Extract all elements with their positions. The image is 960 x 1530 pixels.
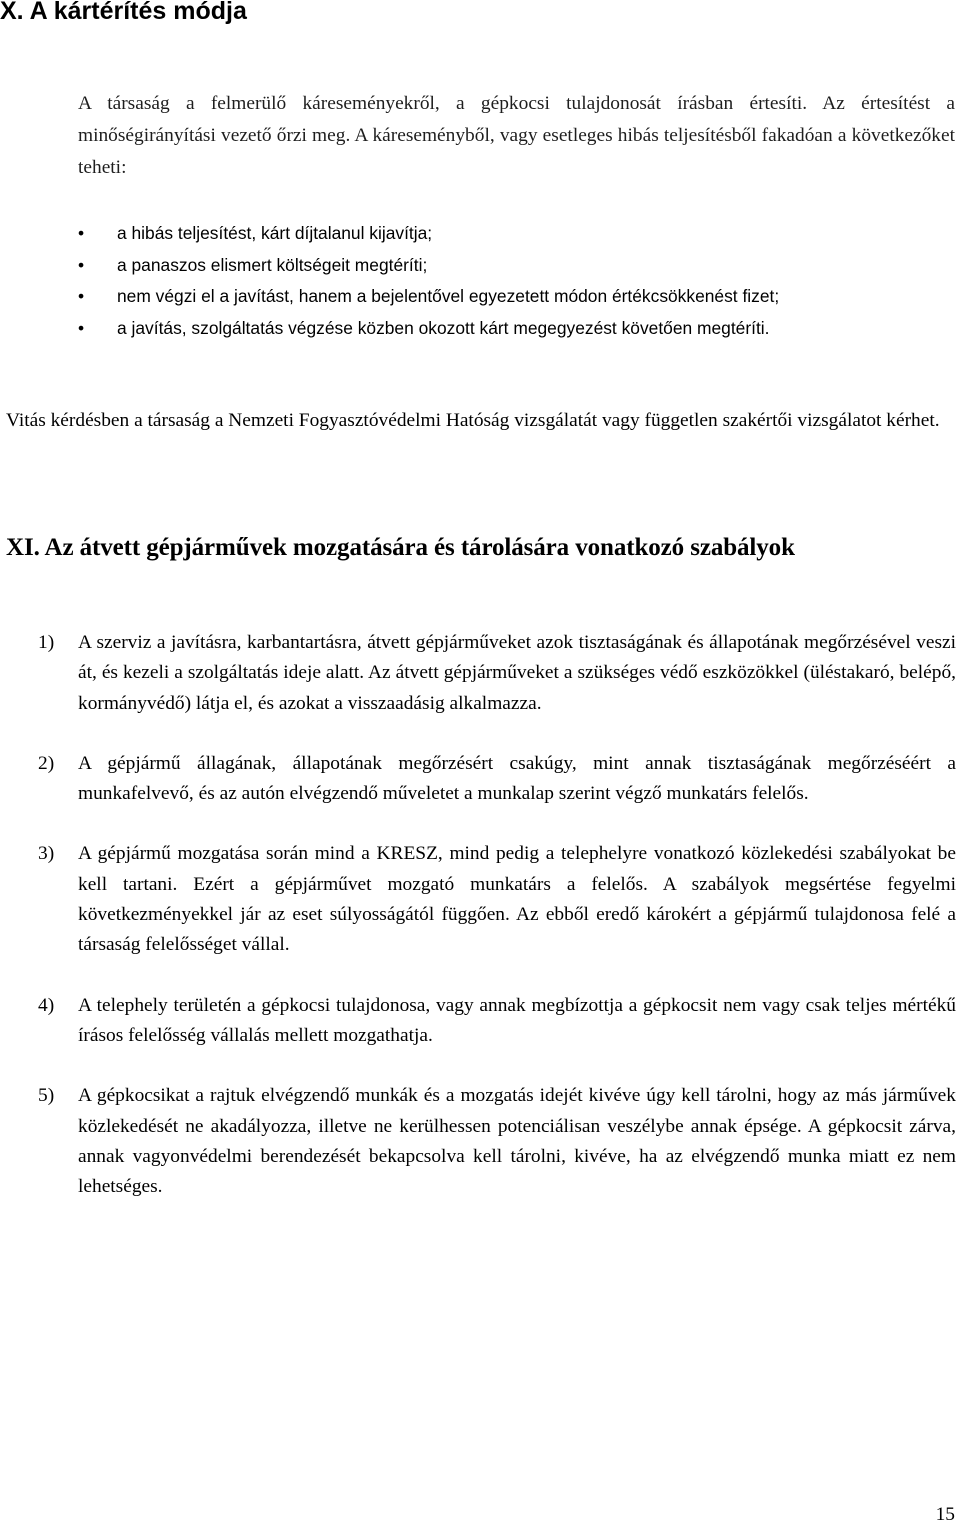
rule-text: A gépjármű mozgatása során mind a KRESZ, mind pedig a telephelyre vonatkozó közlekedési szabályokat be kell tartani. Ezért a gépjárművet mozgató munkatárs a felelős. A szabályok megsértése fegyelmi következményekkel jár az eset súlyosságától függően. Az ebből eredő károkért a gépjármű tulajdonosa felé a társaság felelősséget vállal. xyxy=(78,843,956,956)
rule-item xyxy=(38,991,956,1052)
rule-number: 3) xyxy=(38,843,55,865)
section-10-intro: A társaság a felmerülő káreseményekről, a gépkocsi tulajdonosát írásban értesíti. Az értesítést a minőségirányítási vezető őrzi meg. A káreseményből, vagy esetleges hibás teljesítésből fakadóan a következőket teheti: xyxy=(78,93,955,178)
bullet-icon: • xyxy=(78,254,85,275)
rule-number: 4) xyxy=(38,994,55,1016)
rule-item xyxy=(38,749,956,810)
rule-number: 1) xyxy=(38,632,55,653)
bullet-icon: • xyxy=(78,317,85,338)
section-11-heading: XI. Az átvett gépjárművek mozgatására és tárolására vonatkozó szabályok xyxy=(6,534,795,561)
list-item-text: a javítás, szolgáltatás végzése közben okozott kárt megegyezést követően megtéríti. xyxy=(117,317,770,338)
bullet-icon: • xyxy=(78,286,85,306)
bullet-icon: • xyxy=(78,223,85,243)
list-item xyxy=(78,250,960,282)
rule-text: A telephely területén a gépkocsi tulajdonosa, vagy annak megbízottja a gépkocsit nem vagy csak teljes mértékű írásos felelősség vállalás mellett mozgathatja. xyxy=(78,994,956,1046)
list-item-text: a hibás teljesítést, kárt díjtalanul kijavítja; xyxy=(117,223,433,243)
vehicle-rules-list xyxy=(38,628,956,1202)
rule-text: A gépkocsikat a rajtuk elvégzendő munkák és a mozgatás idejét kivéve úgy kell tárolni, hogy az más járművek közlekedését ne akadályozza, illetve ne kerülhessen potenciálisan veszélybe annak épsége. A gépkocsit zárva, annak vagyonvédelmi berendezését bekapcsolva kell tárolni, kivéve, ha az elvégzendő munka miatt ez nem lehetséges. xyxy=(78,1085,956,1198)
dispute-paragraph: Vitás kérdésben a társaság a Nemzeti Fogyasztóvédelmi Hatóság vizsgálatát vagy független szakértői vizsgálatot kérhet. xyxy=(6,410,940,431)
rule-item xyxy=(38,1081,956,1202)
rule-item xyxy=(38,839,956,960)
rule-number: 5) xyxy=(38,1085,55,1107)
section-10-heading: X. A kártérítés módja xyxy=(0,0,247,25)
page-number: 15 xyxy=(935,1504,955,1525)
rule-item xyxy=(38,628,956,719)
list-item xyxy=(78,281,960,313)
rule-number: 2) xyxy=(38,752,55,774)
list-item-text: nem végzi el a javítást, hanem a bejelentővel egyezetett módon értékcsökkenést fizet; xyxy=(117,286,780,306)
list-item-text: a panaszos elismert költségeit megtéríti; xyxy=(117,254,428,275)
compensation-options-list xyxy=(78,218,960,344)
list-item xyxy=(78,313,960,345)
list-item xyxy=(78,218,960,250)
rule-text: A szerviz a javításra, karbantartásra, átvett gépjárműveket azok tisztaságának és állapotának megőrzésével veszi át, és kezeli a szolgáltatás ideje alatt. Az átvett gépjárműveket a szükséges védő eszközökkel (üléstakaró, belépő, kormányvédő) látja el, és azokat a visszaadásig alkalmazza. xyxy=(78,632,956,714)
rule-text: A gépjármű állagának, állapotának megőrzésért csakúgy, mint annak tisztaságának megőrzéséért a munkafelvevő, és az autón elvégzendő műveletet a munkalap szerint végző munkatárs felelős. xyxy=(78,752,956,805)
